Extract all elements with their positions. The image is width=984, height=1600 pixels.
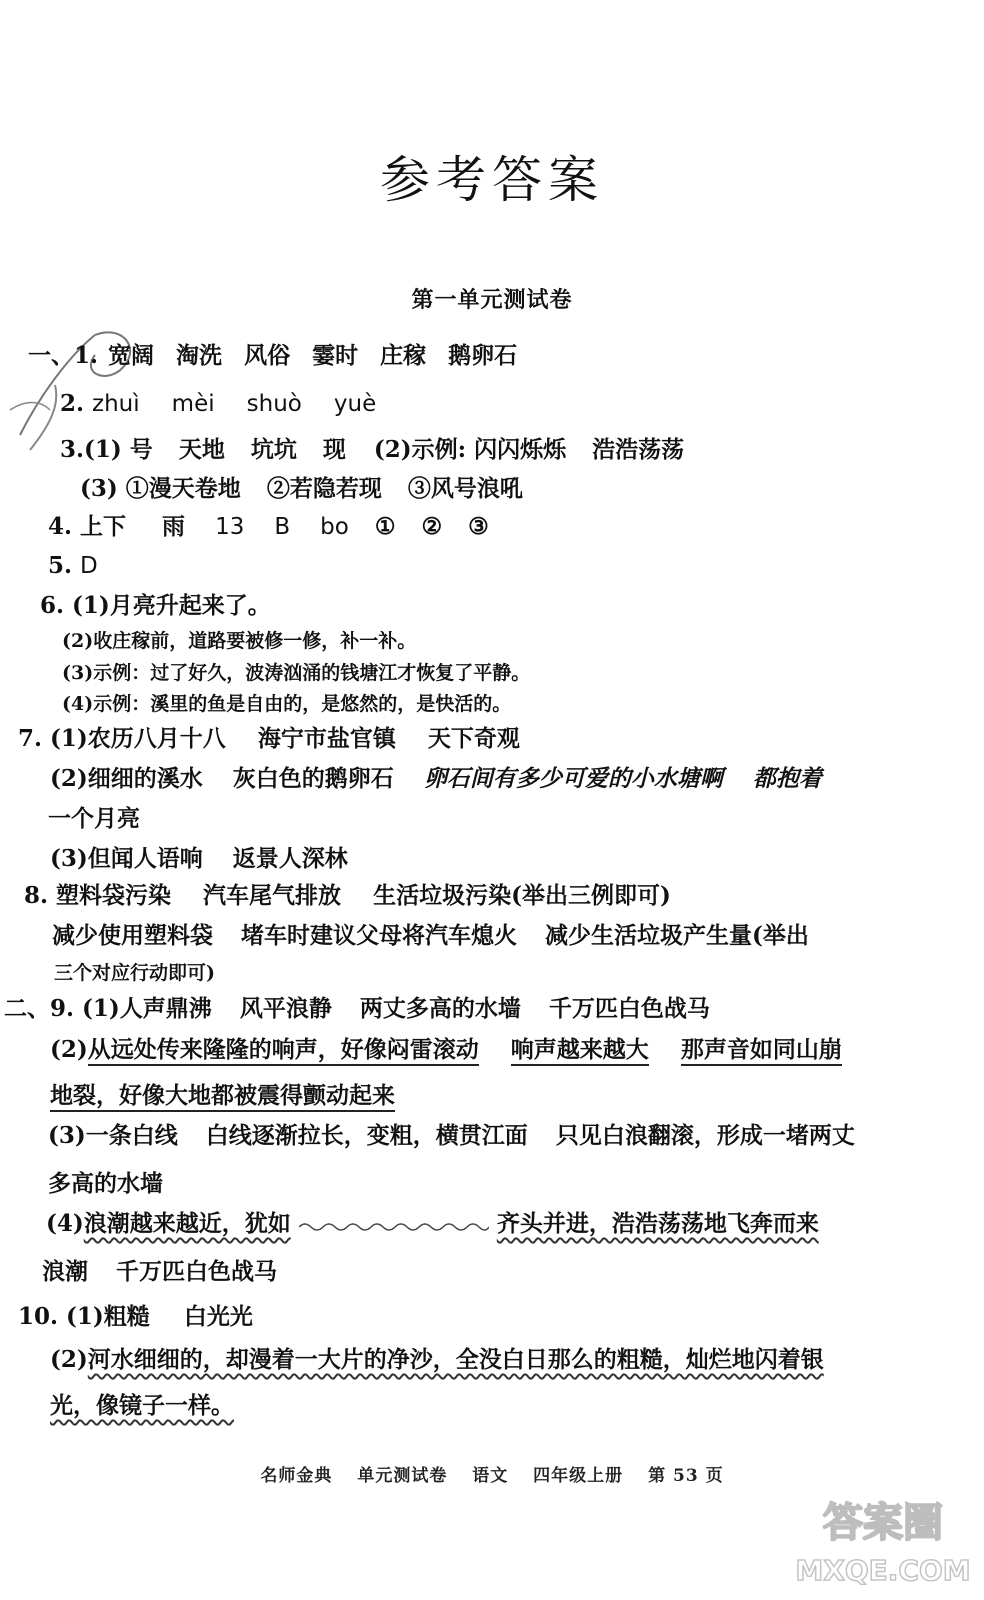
answer-word: 汽车尾气排放	[203, 882, 342, 909]
answer-word: 白线逐渐拉长，变粗，横贯江面	[205, 1122, 528, 1149]
answer-word: 号	[129, 436, 153, 463]
answer-word: 风俗	[244, 342, 291, 369]
question-number: 4.	[48, 513, 73, 540]
wavy-underlined-answer: 浪潮越来越近，犹如	[83, 1210, 291, 1237]
answer-word: 塑料袋污染	[56, 882, 172, 909]
q2-9-line	[4, 995, 710, 1023]
question-number: 7.	[18, 725, 43, 752]
q1-8-3-line	[54, 962, 215, 985]
answer-word: (1)人声鼎沸	[82, 995, 212, 1022]
footer-subject: 语文	[472, 1466, 509, 1486]
question-number: 3.(1)	[60, 436, 122, 463]
answer-word: 上下	[80, 513, 127, 540]
answer-sentence: (1)月亮升起来了。	[72, 592, 271, 619]
answer-word: (1)农历八月十八	[50, 725, 226, 752]
pinyin-answer: yuè	[333, 391, 377, 417]
answer-word: ①漫天卷地	[125, 475, 241, 502]
answer-word: 浩浩荡荡	[592, 436, 685, 463]
answer-word: 减少生活垃圾产生量(举出	[545, 922, 809, 949]
answer-word: 一个月亮	[48, 805, 140, 832]
q2-9-2-line	[50, 1036, 842, 1064]
answer-word: ②	[421, 513, 443, 540]
answer-word: 鹅卵石	[448, 342, 518, 369]
answer-word: 堵车时建议父母将汽车熄火	[241, 922, 518, 949]
q2-9-5-line	[48, 1170, 163, 1198]
question-number: 5.	[48, 552, 73, 579]
q1-3-line	[60, 436, 684, 464]
q1-1-line	[28, 342, 517, 370]
answer-word: 只见白浪翻滚，形成一堵两丈	[555, 1122, 855, 1149]
answer-word: D	[80, 553, 98, 579]
sub-label: (4)	[46, 1210, 84, 1237]
answer-word: 多高的水墙	[48, 1170, 163, 1197]
answer-word: ②若隐若现	[266, 475, 382, 502]
q1-6-line	[40, 592, 271, 620]
answer-word: 雨	[162, 513, 186, 540]
question-number: 2.	[60, 390, 85, 417]
answer-word: 生活垃圾污染(举出三例即可)	[373, 882, 671, 909]
answer-word: 闪闪烁烁	[474, 436, 567, 463]
q2-9-4-line	[48, 1122, 855, 1150]
answer-word: ③风号浪吼	[407, 475, 523, 502]
q1-8-2-line	[52, 922, 809, 950]
q1-7-3-line	[48, 805, 140, 833]
answer-word: 三个对应行动即可)	[54, 962, 215, 984]
answer-word: 卵石间有多少可爱的小水塘啊	[423, 765, 723, 792]
underlined-answer: 地裂，好像大地都被震得颤动起来	[50, 1082, 395, 1112]
question-number: 二、9.	[4, 995, 75, 1022]
wavy-underlined-answer: 光，像镜子一样。	[50, 1392, 234, 1419]
answer-word: ①	[374, 513, 396, 540]
footer-brand: 名师金典	[260, 1466, 333, 1486]
page-number: 第 53 页	[648, 1466, 724, 1486]
sub-label: (2)	[50, 1036, 88, 1063]
answer-word: 千万匹白色战马	[116, 1258, 278, 1285]
answer-word: 淘洗	[176, 342, 223, 369]
answer-word: 两丈多高的水墙	[359, 995, 521, 1022]
answer-sentence: (3)示例：过了好久，波涛汹涌的钱塘江才恢复了平静。	[62, 662, 531, 684]
pinyin-answer: mèi	[171, 391, 215, 417]
answer-word: 千万匹白色战马	[548, 995, 710, 1022]
answer-word: 浪潮	[42, 1258, 88, 1285]
underlined-answer: 响声越来越大	[511, 1036, 649, 1066]
q2-9-7-line	[42, 1258, 277, 1286]
question-number: 一、1.	[28, 342, 99, 369]
answer-word: 13	[215, 514, 245, 540]
question-number: 8.	[24, 882, 49, 909]
answer-word: 现	[322, 436, 346, 463]
q1-6-4-line	[62, 693, 511, 716]
answer-word: 坑坑	[250, 436, 297, 463]
answer-word: 减少使用塑料袋	[52, 922, 213, 949]
answer-word: B	[274, 514, 291, 540]
wavy-underlined-answer: 河水细细的，却漫着一大片的净沙，全没白日那么的粗糙，灿烂地闪着银	[87, 1346, 824, 1373]
footer-grade: 四年级上册	[533, 1466, 624, 1486]
pinyin-answer: shuò	[246, 391, 302, 417]
sub-label: (2)	[50, 1346, 88, 1373]
answer-word: 庄稼	[380, 342, 427, 369]
q2-9-3-line	[50, 1082, 395, 1110]
answer-word: bo	[320, 514, 349, 540]
q2-9-6-line	[46, 1210, 819, 1238]
q1-6-2-line	[62, 630, 416, 653]
q1-7-4-line	[50, 845, 348, 873]
q1-8-line	[24, 882, 671, 910]
answer-word: 白光光	[183, 1303, 253, 1330]
answer-word: 天地	[178, 436, 225, 463]
q1-7-line	[18, 725, 520, 753]
q1-5-line	[48, 552, 98, 581]
question-number: 10.	[18, 1303, 59, 1330]
answer-sentence: (4)示例：溪里的鱼是自由的，是悠然的，是快活的。	[62, 693, 512, 715]
wavy-blank	[299, 1217, 489, 1231]
answer-word: 霎时	[312, 342, 359, 369]
answer-word: (1)粗糙	[66, 1303, 150, 1330]
q1-3-3-line	[80, 475, 523, 503]
answer-word: 天下奇观	[427, 725, 520, 752]
sub-label: (3)	[80, 475, 118, 502]
unit-title: 第一单元测试卷	[411, 287, 573, 313]
wavy-underlined-answer: 齐头并进，浩浩荡荡地飞奔而来	[496, 1210, 819, 1237]
pinyin-answer: zhuì	[92, 391, 140, 417]
q1-2-line	[60, 390, 376, 419]
answer-word: 风平浪静	[239, 995, 332, 1022]
question-number: 6.	[40, 592, 65, 619]
underlined-answer: 从远处传来隆隆的响声，好像闷雷滚动	[88, 1036, 479, 1066]
answer-sentence: (2)收庄稼前，道路要被修一修，补一补。	[62, 630, 417, 652]
q1-4-line	[48, 513, 489, 542]
q2-10-3-line	[50, 1392, 234, 1420]
sub-label: (2)示例:	[373, 436, 467, 463]
underlined-answer: 那声音如同山崩	[681, 1036, 842, 1066]
site-watermark-logo	[788, 1492, 978, 1592]
q2-10-2-line	[50, 1346, 824, 1374]
answer-word: ③	[468, 513, 489, 540]
footer-book: 单元测试卷	[357, 1466, 448, 1486]
answer-word: 返景人深林	[232, 845, 348, 872]
q2-10-line	[18, 1303, 253, 1331]
q1-7-2-line	[50, 765, 822, 793]
svg-text:MXQE.COM: MXQE.COM	[795, 1554, 971, 1587]
answer-word: (3)一条白线	[48, 1122, 178, 1149]
answer-word: 灰白色的鹅卵石	[232, 765, 394, 792]
answer-word: (2)细细的溪水	[50, 765, 203, 792]
page-title: 参考答案	[380, 151, 604, 209]
answer-word: 都抱着	[752, 765, 822, 792]
q1-6-3-line	[62, 662, 530, 685]
answer-word: (3)但闻人语响	[50, 845, 203, 872]
svg-text:答案圈: 答案圈	[823, 1500, 943, 1546]
answer-word: 海宁市盐官镇	[257, 725, 396, 752]
page-footer	[0, 1461, 984, 1486]
answer-word: 宽阔	[108, 342, 155, 369]
